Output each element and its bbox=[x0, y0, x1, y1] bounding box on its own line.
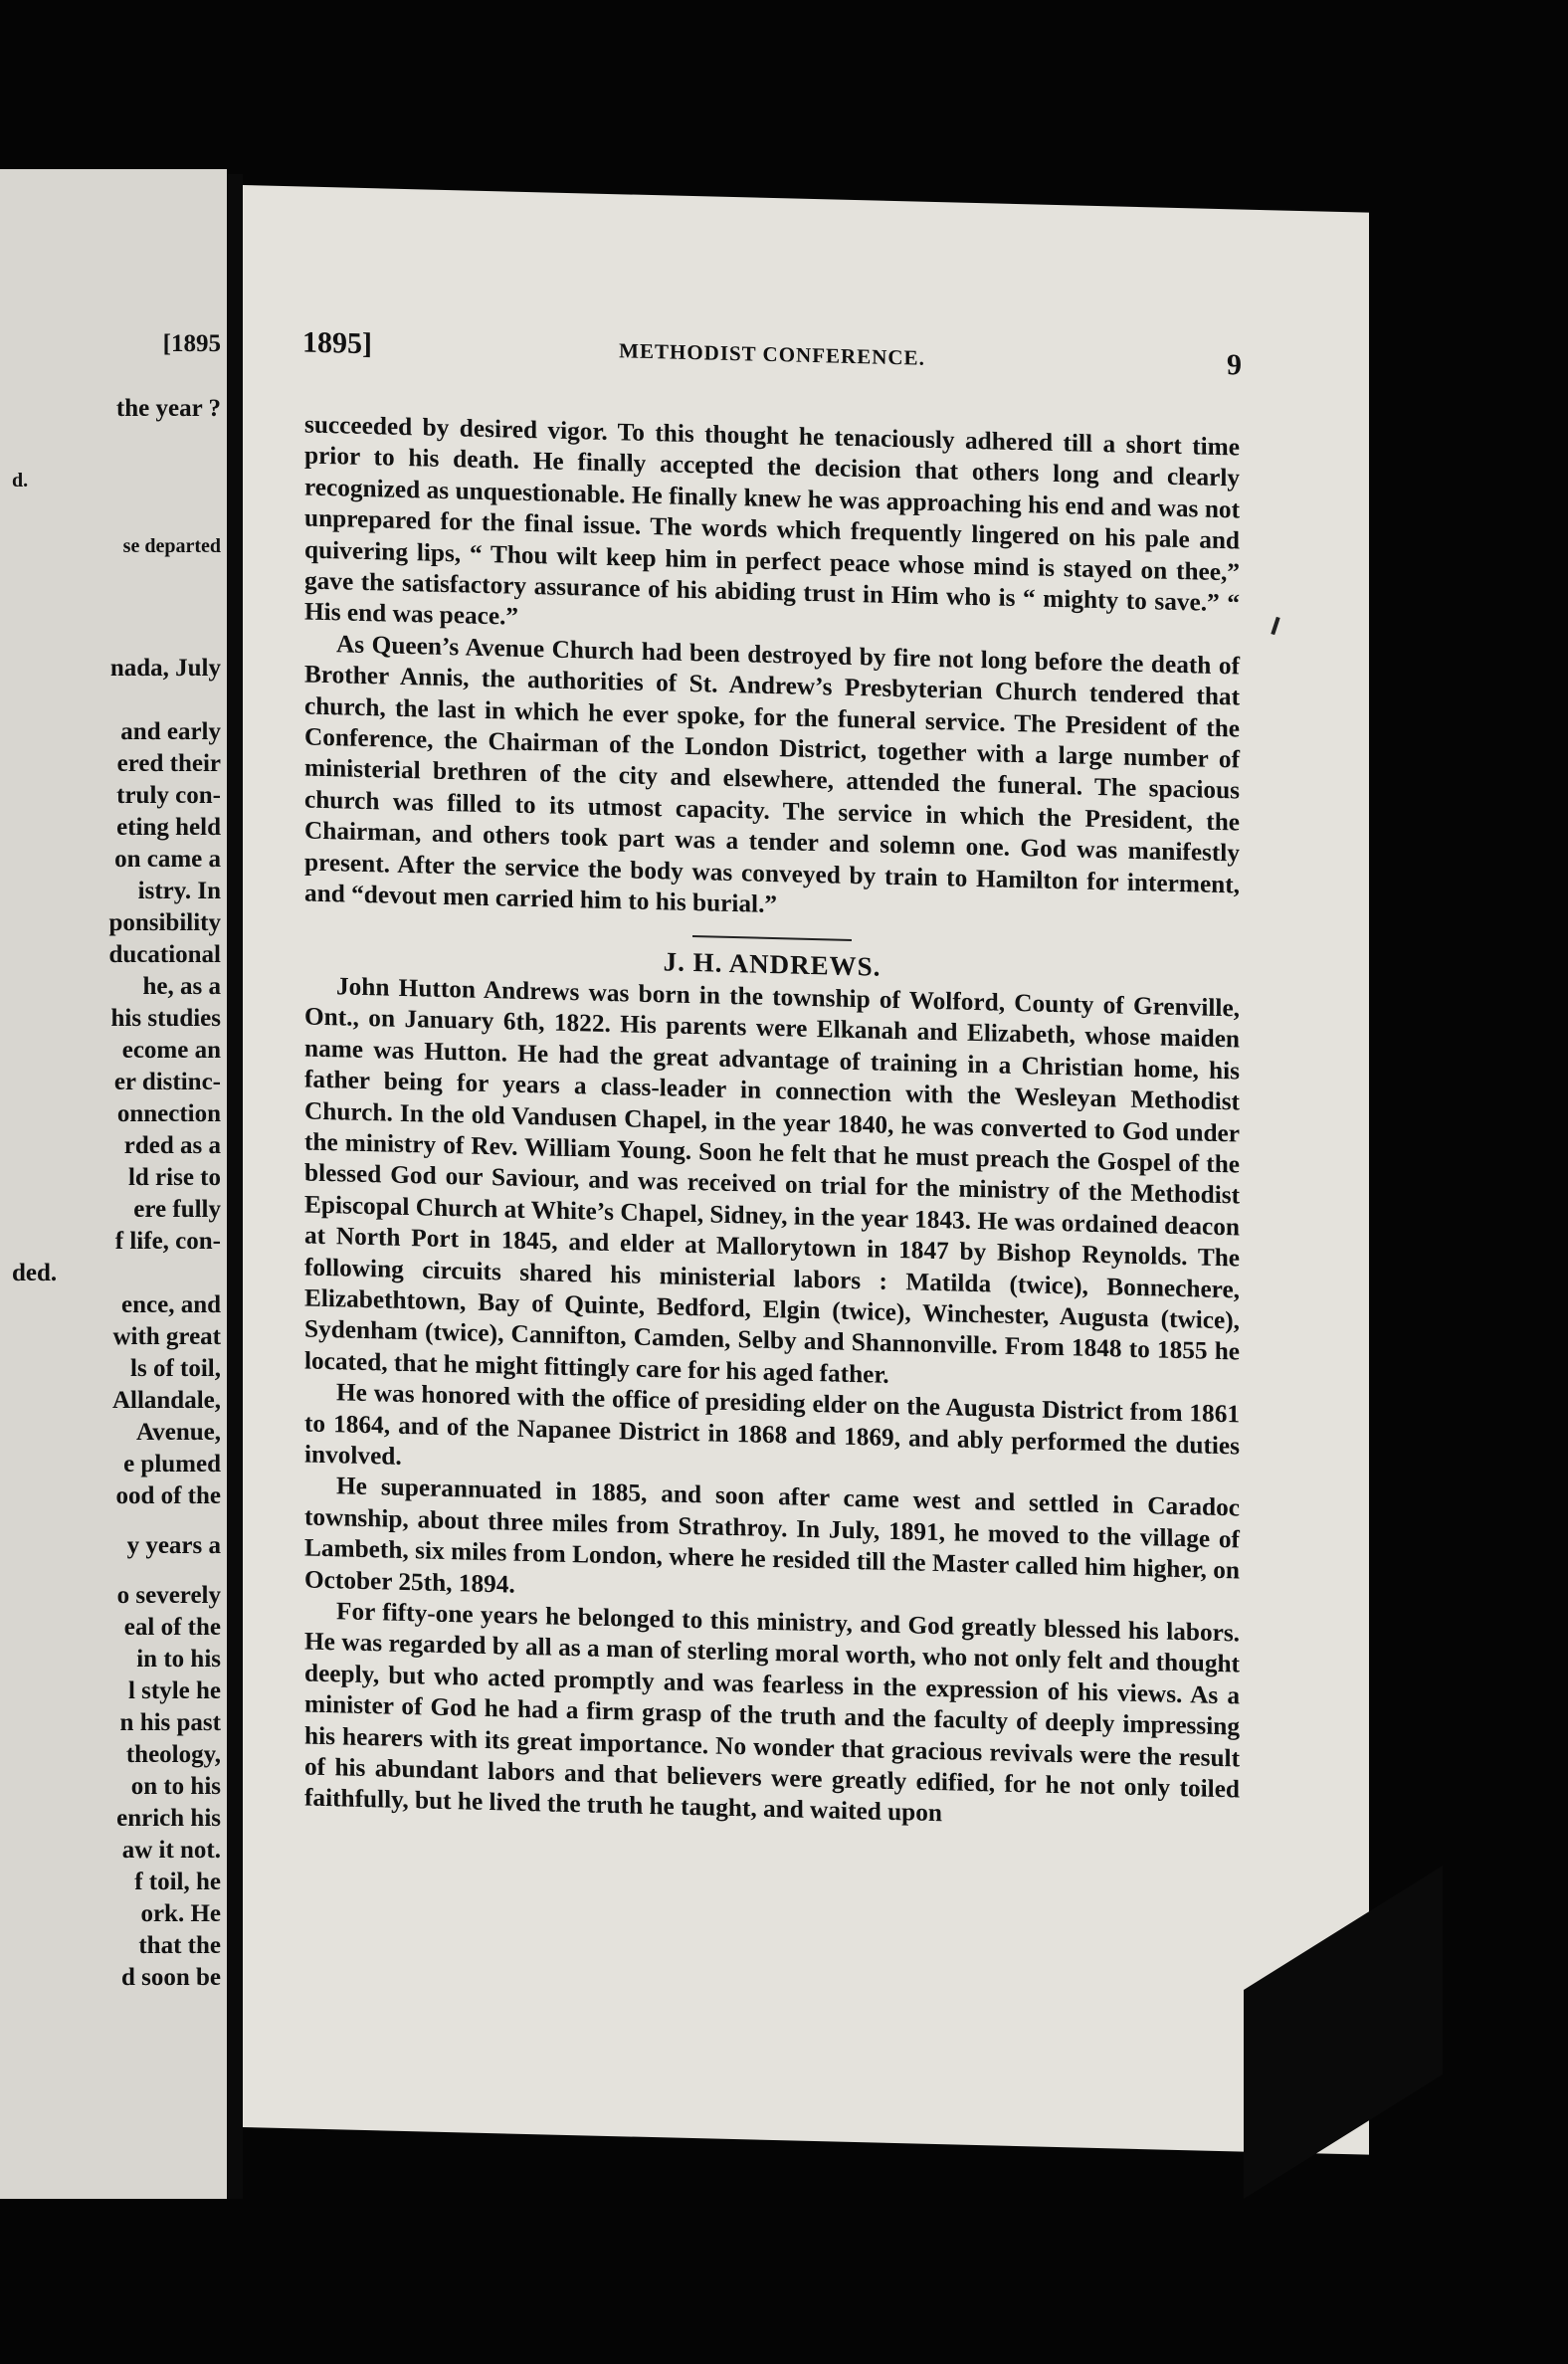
left-page-fragment: er distinc- bbox=[113, 1069, 221, 1095]
left-page-fragment: f life, con- bbox=[114, 1228, 221, 1255]
section-divider bbox=[692, 935, 852, 941]
left-page-fragment: rded as a bbox=[123, 1132, 221, 1159]
left-page-fragment: nada, July bbox=[109, 655, 221, 682]
left-page-fragment: eal of the bbox=[123, 1614, 221, 1641]
paragraph: succeeded by desired vigor. To this thought he tenaciously adhered till a short time prior to his death. He finally accepted the decision that others long and clearly recognized as unquestionable. He finally knew he was approaching his end and was not unprepared for the final issue. The words which frequently lingered on his pale and quivering lips, “ Thou wilt keep him in perfect peace whose mind is stayed on thee,” gave the satisfactory assurance of his abiding trust in Him who is “ mighty to save.” “ His end was peace.” bbox=[304, 410, 1240, 632]
left-page-fragment: o severely bbox=[116, 1582, 221, 1609]
left-page-fragment: that the bbox=[138, 1932, 221, 1959]
left-page-fragment: in to his bbox=[136, 1646, 221, 1673]
header-year: 1895] bbox=[302, 325, 372, 361]
page-gutter bbox=[227, 174, 243, 2199]
left-page-fragment: on to his bbox=[130, 1773, 221, 1800]
paragraph: He was honored with the office of presiding elder on the Augusta District from 1861 to 1864, and of the Napanee District in 1868 and 1869, and ably performed the duties involved. bbox=[304, 1378, 1240, 1471]
right-page bbox=[243, 185, 1369, 2155]
left-page-fragment: and early bbox=[120, 718, 221, 745]
left-page-fragment: ence, and bbox=[121, 1291, 221, 1318]
running-header bbox=[302, 325, 1242, 388]
left-page-fragment: f toil, he bbox=[134, 1869, 221, 1895]
paragraph: As Queen’s Avenue Church had been destroyed by fire not long before the death of Brother Annis, the authorities of St. Andrew’s Presbyterian Church tendered that church, the last in which he ever spoke, for the funeral service. The President of the Conference, the Chairman of the London District, together with a large number of ministerial brethren of the city and elsewhere, attended the funeral. The spacious church was filled to its utmost capacity. The service in which the President, the Chairman, and others took part was a tender and solemn one. God was manifestly present. After the service the body was conveyed by train to Hamilton for interment, and “devout men carried him to his burial.” bbox=[304, 630, 1240, 919]
left-page-fragment: [1895 bbox=[162, 330, 221, 357]
left-page-fragment: Allandale, bbox=[111, 1387, 221, 1414]
left-page-fragment: d. bbox=[12, 470, 29, 492]
left-page-fragment: eting held bbox=[116, 814, 221, 841]
left-page-fragment: n his past bbox=[119, 1709, 221, 1736]
left-page-fragment: ere fully bbox=[133, 1196, 221, 1223]
section-title: J. H. ANDREWS. bbox=[663, 945, 882, 982]
left-page-fragment: ecome an bbox=[121, 1037, 221, 1064]
paragraph: For fifty-one years he belonged to this ministry, and God greatly blessed his labors. He was regarded by all as a man of sterling moral worth, who not only felt and thought deeply, but who acted promptly and was fearless in the expression of his views. As a minister of God he had a firm grasp of the truth and the faculty of deeply impressing his hearers with its great importance. No wonder that gracious revivals were the result of his abundant labors and that believers were greatly edified, for he not only toiled faithfully, but he lived the truth he taught, and waited upon bbox=[304, 1597, 1240, 1828]
left-page-fragment: on came a bbox=[114, 846, 221, 873]
left-page-fragment: onnection bbox=[116, 1100, 221, 1127]
left-page-fragment: l style he bbox=[127, 1677, 221, 1704]
left-page-fragment: ood of the bbox=[115, 1482, 221, 1509]
left-page-fragment: with great bbox=[112, 1323, 221, 1350]
left-page-fragment: ered their bbox=[116, 750, 221, 777]
left-page-fragment: enrich his bbox=[116, 1805, 221, 1832]
left-page-fragment: e plumed bbox=[123, 1451, 221, 1478]
body-text bbox=[304, 410, 1240, 1838]
left-page-fragment: Avenue, bbox=[136, 1419, 221, 1446]
left-page-margin bbox=[0, 169, 227, 2199]
left-page-fragment: truly con- bbox=[116, 782, 221, 809]
paragraph: John Hutton Andrews was born in the township of Wolford, County of Grenville, Ont., on January 6th, 1822. His parents were Elkanah and Elizabeth, whose maiden name was Hutton. He had the great advantage of training in a Christian home, his father being for years a class-leader in connection with the Wesleyan Methodist Church. In the old Vandusen Chapel, in the year 1840, he was converted to God under the ministry of Rev. William Young. Soon he felt that he must preach the Gospel of the blessed God our Saviour, and was received on trial for the ministry of the Methodist Episcopal Church at White’s Chapel, Sidney, in the year 1843. He was ordained deacon at North Port in 1845, and elder at Mallorytown in 1847 by Bishop Reynolds. The following circuits shared his ministerial labors : Matilda (twice), Bonnechere, Elizabethtown, Bay of Quinte, Bedford, Elgin (twice), Winchester, Augusta (twice), Sydenham (twice), Cannifton, Camden, Selby and Shannonville. From 1848 to 1855 he located, that he might fittingly care for his aged father. bbox=[304, 972, 1240, 1389]
left-page-fragment: aw it not. bbox=[121, 1837, 221, 1864]
left-page-fragment: ork. He bbox=[140, 1900, 221, 1927]
left-page-fragment: se departed bbox=[122, 535, 221, 557]
left-page-fragment: his studies bbox=[110, 1005, 221, 1032]
left-page-fragment: ls of toil, bbox=[130, 1355, 221, 1382]
left-page-fragment: he, as a bbox=[142, 973, 221, 1000]
left-page-fragment: ponsibility bbox=[108, 909, 221, 936]
paragraph: He superannuated in 1885, and soon after came west and settled in Caradoc township, about three miles from Strathroy. In July, 1891, he moved to the village of Lambeth, six miles from London, where he resided till the Master called him higher, on October 25th, 1894. bbox=[304, 1472, 1240, 1599]
left-page-fragment: y years a bbox=[126, 1532, 221, 1559]
left-page-fragment: ld rise to bbox=[127, 1164, 221, 1191]
left-page-fragment: d soon be bbox=[120, 1964, 221, 1991]
header-title: METHODIST CONFERENCE. bbox=[619, 338, 925, 370]
page-number: 9 bbox=[1227, 348, 1242, 382]
left-page-fragment: ded. bbox=[12, 1260, 58, 1286]
left-page-fragment: theology, bbox=[125, 1741, 221, 1768]
left-page-fragment: ducational bbox=[108, 941, 221, 968]
left-page-fragment: istry. In bbox=[137, 878, 221, 904]
left-page-fragment: the year ? bbox=[115, 395, 221, 422]
